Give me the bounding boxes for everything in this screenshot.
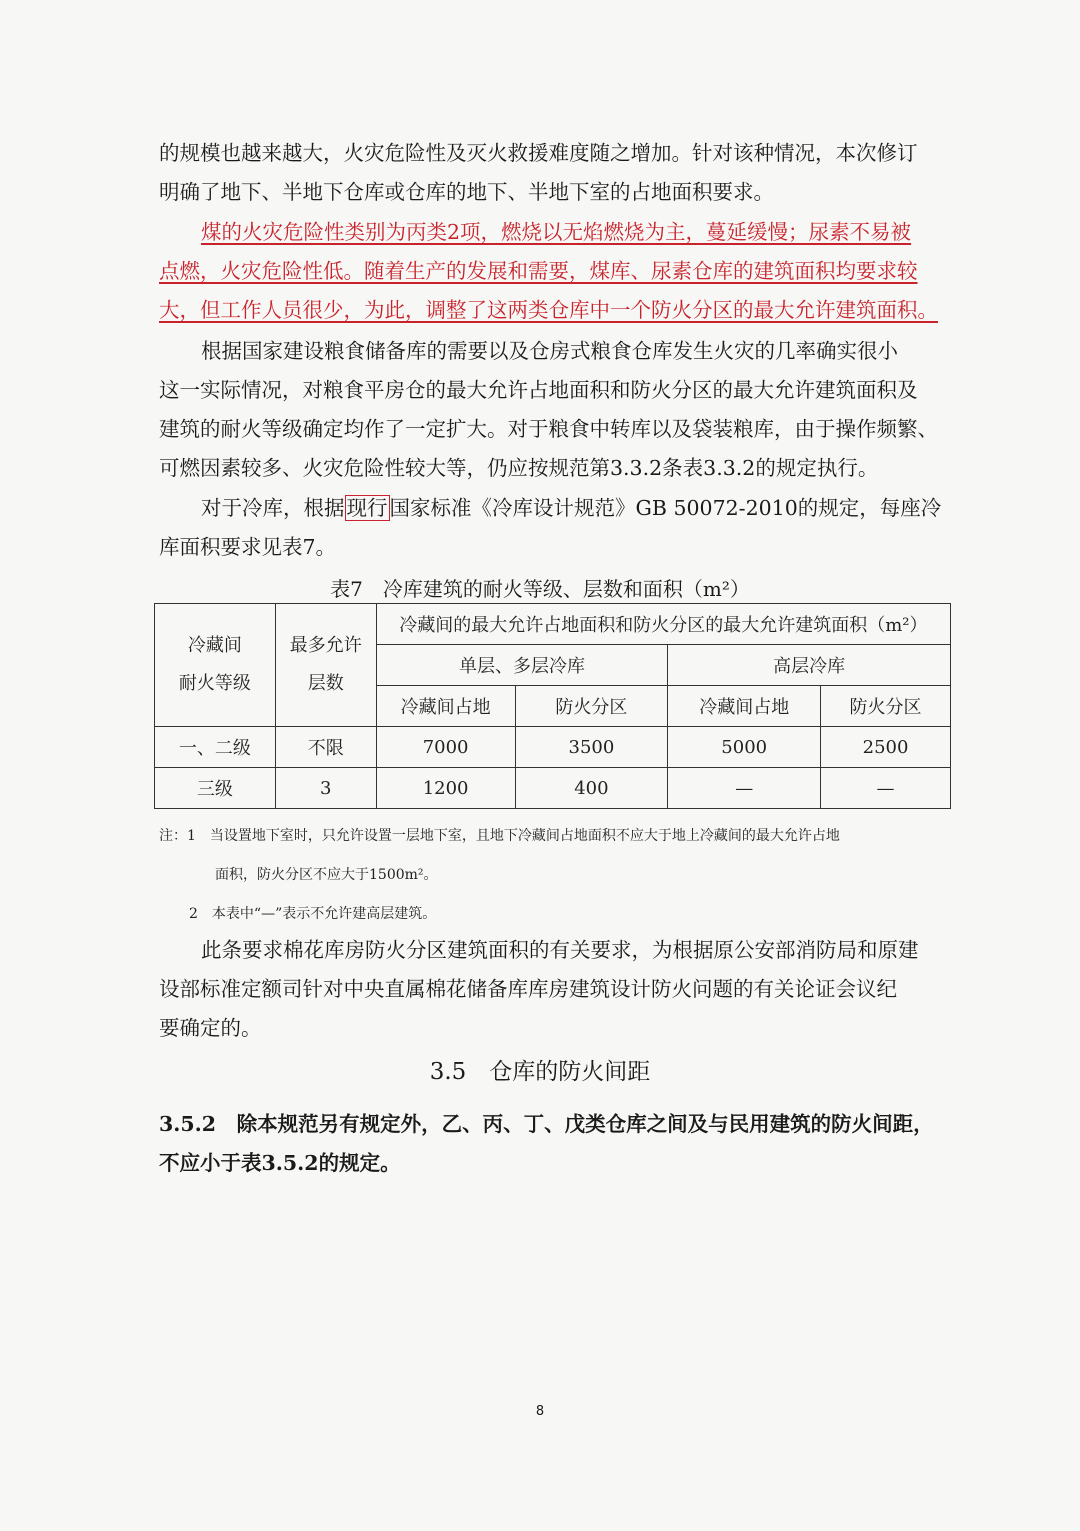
text-segment: 国家标准《冷库设计规范》GB 50072-2010的规定，每座冷 [389, 496, 942, 520]
table-cell: 一、二级 [155, 727, 276, 768]
table-row [155, 768, 951, 809]
text-line: 设部标准定额司针对中央直属棉花储备库库房建筑设计防火问题的有关论证会议纪 [159, 977, 897, 1001]
header-cold-room: 冷藏间占地 [376, 686, 515, 727]
revised-text-line: 大，但工作人员很少，为此，调整了这两类仓库中一个防火分区的最大允许建筑面积。 [159, 298, 938, 322]
text-line: 根据国家建设粮食储备库的需要以及仓房式粮食仓库发生火灾的几率确实很小 [201, 339, 898, 363]
header-fire-compartment: 防火分区 [515, 686, 668, 727]
text-line [201, 493, 941, 523]
table-cell: 2500 [821, 727, 951, 768]
clause-text-line: 3.5.2 除本规范另有规定外，乙、丙、丁、戊类仓库之间及与民用建筑的防火间距， [159, 1112, 934, 1136]
header-high-rise: 高层冷库 [668, 645, 951, 686]
header-fire-grade: 冷藏间 耐火等级 [155, 604, 276, 727]
header-single-multi: 单层、多层冷库 [376, 645, 668, 686]
table-cell: 不限 [275, 727, 376, 768]
revised-text-line: 煤的火灾危险性类别为丙类2项，燃烧以无焰燃烧为主，蔓延缓慢；尿素不易被 [201, 220, 912, 244]
cold-storage-table [154, 603, 951, 809]
text-line: 此条要求棉花库房防火分区建筑面积的有关要求，为根据原公安部消防局和原建 [201, 938, 919, 962]
table-note-2: 2 本表中“—”表示不允许建高层建筑。 [189, 906, 437, 922]
table-note-1-continued: 面积，防火分区不应大于1500m²。 [215, 867, 438, 883]
header-fire-compartment: 防火分区 [821, 686, 951, 727]
header-max-area: 冷藏间的最大允许占地面积和防火分区的最大允许建筑面积（m²） [376, 604, 950, 645]
revised-text-line: 点燃，火灾危险性低。随着生产的发展和需要，煤库、尿素仓库的建筑面积均要求较 [159, 259, 918, 283]
table-cell: 3500 [515, 727, 668, 768]
table-cell: — [668, 768, 821, 809]
text-line: 这一实际情况，对粮食平房仓的最大允许占地面积和防火分区的最大允许建筑面积及 [159, 378, 918, 402]
text-segment: 对于冷库，根据 [201, 496, 345, 520]
clause-text-line: 不应小于表3.5.2的规定。 [159, 1151, 401, 1175]
table-cell: 7000 [376, 727, 515, 768]
boxed-annotation: 现行 [346, 496, 388, 520]
text-line: 明确了地下、半地下仓库或仓库的地下、半地下室的占地面积要求。 [159, 180, 774, 204]
table-cell: 400 [515, 768, 668, 809]
text-line: 建筑的耐火等级确定均作了一定扩大。对于粮食中转库以及袋装粮库，由于操作频繁、 [159, 417, 938, 441]
table-cell: 三级 [155, 768, 276, 809]
table-cell: 3 [275, 768, 376, 809]
table-note-1: 注：1 当设置地下室时，只允许设置一层地下室，且地下冷藏间占地面积不应大于地上冷藏间的最大允许占地 [159, 828, 840, 844]
table-cell: 5000 [668, 727, 821, 768]
header-cold-room: 冷藏间占地 [668, 686, 821, 727]
table-row [155, 727, 951, 768]
text-line: 要确定的。 [159, 1016, 262, 1040]
header-max-floors: 最多允许 层数 [275, 604, 376, 727]
table-caption: 表7 冷库建筑的耐火等级、层数和面积（m²） [330, 577, 750, 601]
section-heading: 3.5 仓库的防火间距 [429, 1059, 651, 1085]
table-cell: 1200 [376, 768, 515, 809]
text-line: 的规模也越来越大，火灾危险性及灭火救援难度随之增加。针对该种情况，本次修订 [159, 141, 918, 165]
table-header-row [155, 604, 951, 645]
text-line: 可燃因素较多、火灾危险性较大等，仍应按规范第3.3.2条表3.3.2的规定执行。 [159, 456, 879, 480]
table-cell: — [821, 768, 951, 809]
text-line: 库面积要求见表7。 [159, 535, 337, 559]
page-number: 8 [535, 1404, 545, 1419]
